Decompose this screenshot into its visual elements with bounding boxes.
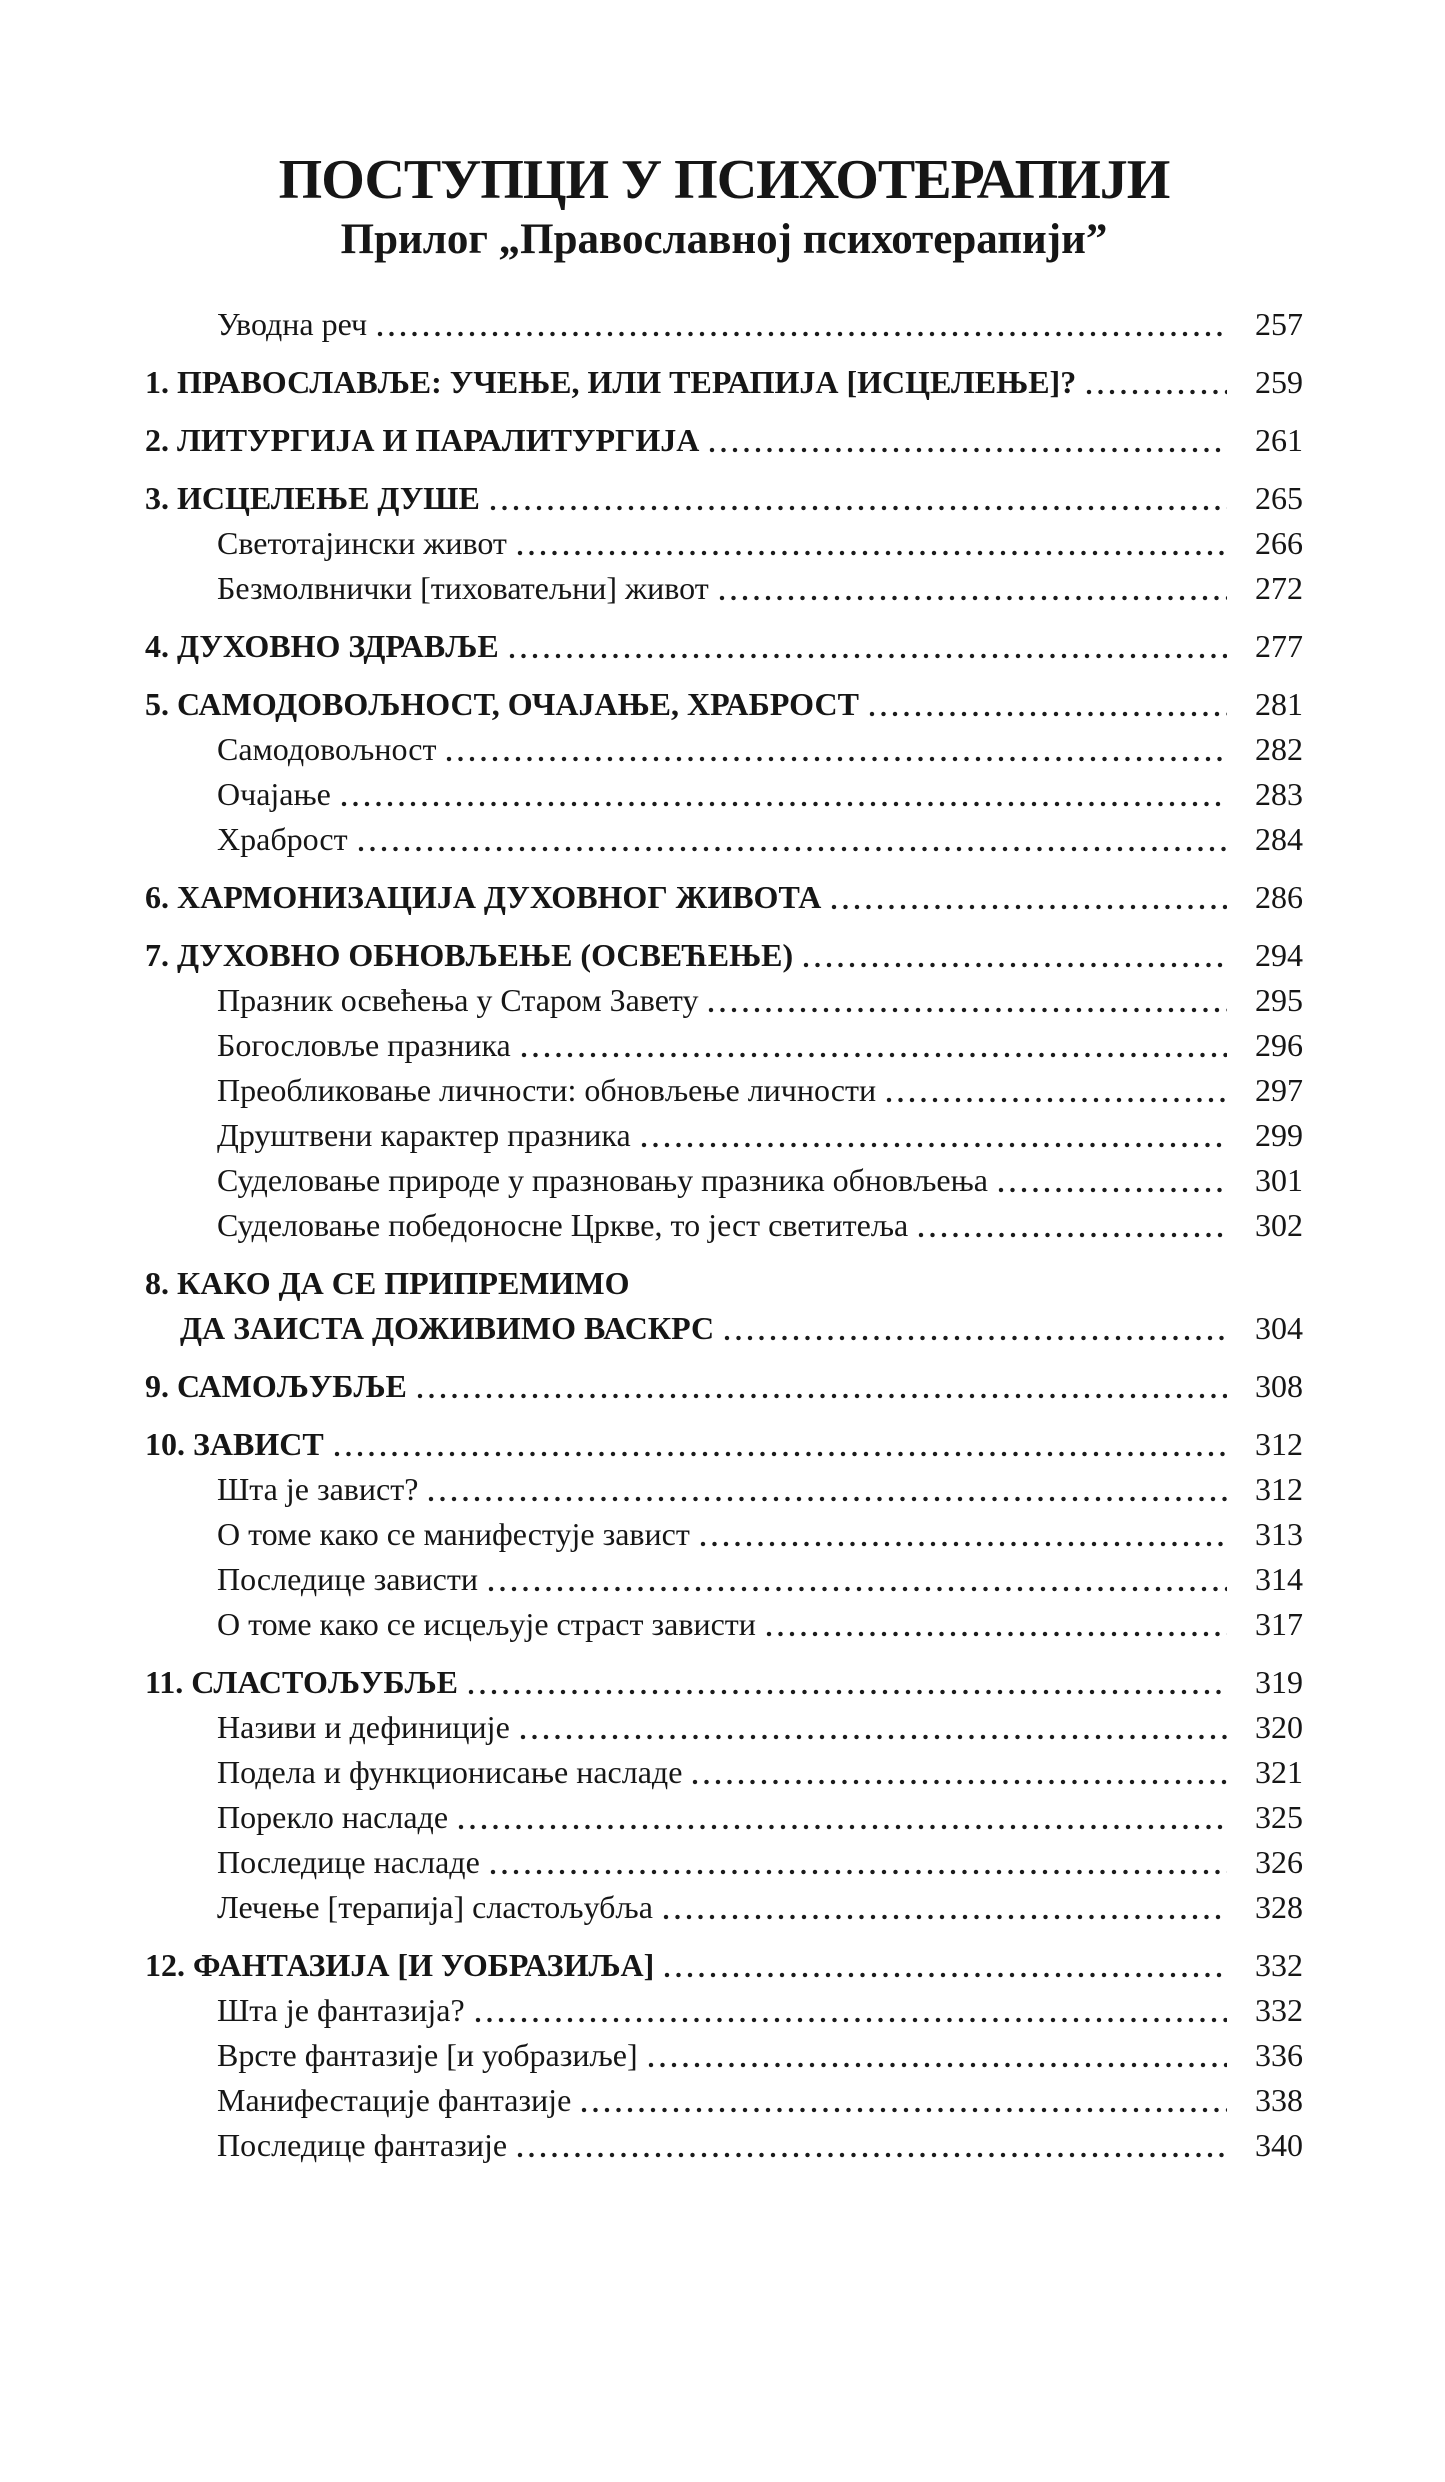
toc-entry bbox=[145, 423, 1303, 457]
dotted-leader bbox=[446, 756, 1227, 762]
toc-entry-label: Очајање bbox=[217, 776, 331, 812]
dotted-leader bbox=[700, 1541, 1227, 1547]
dotted-leader bbox=[831, 904, 1227, 910]
toc-page-number: 259 bbox=[1255, 364, 1303, 400]
toc-entry-label: Друштвени карактер празника bbox=[217, 1117, 631, 1153]
toc-entry bbox=[145, 938, 1303, 972]
dotted-leader bbox=[517, 2152, 1227, 2158]
dotted-leader bbox=[664, 1972, 1227, 1978]
toc-list bbox=[145, 307, 1303, 2162]
dotted-leader bbox=[490, 1869, 1227, 1875]
toc-page-number: 295 bbox=[1255, 982, 1303, 1018]
toc-entry-label: Шта је фантазија? bbox=[217, 1992, 465, 2028]
toc-entry bbox=[145, 1993, 1303, 2027]
toc-entry-label: Последице фантазије bbox=[217, 2127, 508, 2163]
toc-entry bbox=[145, 1562, 1303, 1596]
toc-entry-label: 6. ХАРМОНИЗАЦИЈА ДУХОВНОГ ЖИВОТА bbox=[145, 879, 822, 915]
toc-entry-label: Подела и функционисање насладе bbox=[217, 1754, 683, 1790]
toc-page-number: 332 bbox=[1255, 1992, 1303, 2028]
page-subtitle: Прилог „Православној психотерапији” bbox=[340, 216, 1108, 263]
toc-entry bbox=[145, 1755, 1303, 1789]
toc-page-number: 282 bbox=[1255, 731, 1303, 767]
toc-entry-label: Светотајински живот bbox=[217, 525, 507, 561]
dotted-leader bbox=[458, 1824, 1227, 1830]
toc-entry-label: Последице насладе bbox=[217, 1844, 480, 1880]
dotted-leader bbox=[641, 1142, 1227, 1148]
toc-entry bbox=[145, 2128, 1303, 2162]
toc-page-number: 265 bbox=[1255, 480, 1303, 516]
dotted-leader bbox=[724, 1335, 1227, 1341]
toc-entry-label: Порекло насладе bbox=[217, 1799, 449, 1835]
toc-entry bbox=[145, 1607, 1303, 1641]
dotted-leader bbox=[998, 1187, 1227, 1193]
toc-entry-label: Самодовољност bbox=[217, 731, 437, 767]
dotted-leader bbox=[648, 2062, 1227, 2068]
toc-page-number: 277 bbox=[1255, 628, 1303, 664]
dotted-leader bbox=[869, 711, 1227, 717]
toc-entry-label: Називи и дефиниције bbox=[217, 1709, 510, 1745]
toc-page-number: 304 bbox=[1255, 1310, 1303, 1346]
toc-entry bbox=[145, 365, 1303, 399]
toc-page-number: 266 bbox=[1255, 525, 1303, 561]
toc-page-number: 321 bbox=[1255, 1754, 1303, 1790]
toc-entry bbox=[145, 777, 1303, 811]
toc-entry bbox=[145, 307, 1303, 341]
page-title: ПОСТУПЦИ У ПСИХОТЕРАПИЈИ bbox=[278, 149, 1170, 211]
toc-entry bbox=[145, 1665, 1303, 1699]
dotted-leader bbox=[517, 550, 1227, 556]
dotted-leader bbox=[520, 1734, 1227, 1740]
dotted-leader bbox=[708, 1007, 1227, 1013]
toc-page-number: 302 bbox=[1255, 1207, 1303, 1243]
toc-entry-label: 2. ЛИТУРГИЈА И ПАРАЛИТУРГИЈА bbox=[145, 422, 700, 458]
toc-page-number: 296 bbox=[1255, 1027, 1303, 1063]
toc-entry-label: Врсте фантазије [и уобразиље] bbox=[217, 2037, 638, 2073]
toc-page-number: 338 bbox=[1255, 2082, 1303, 2118]
toc-entry-label: Преобликовање личности: обновљење личности bbox=[217, 1072, 877, 1108]
dotted-leader bbox=[358, 846, 1227, 852]
toc-page-number: 299 bbox=[1255, 1117, 1303, 1153]
toc-entry bbox=[145, 822, 1303, 856]
toc-entry-label: 7. ДУХОВНО ОБНОВЉЕЊЕ (ОСВЕЋЕЊЕ) bbox=[145, 937, 794, 973]
dotted-leader bbox=[377, 331, 1227, 337]
dotted-leader bbox=[719, 595, 1227, 601]
toc-page-number: 312 bbox=[1255, 1471, 1303, 1507]
toc-page-number: 297 bbox=[1255, 1072, 1303, 1108]
toc-entry-label: 1. ПРАВОСЛАВЉЕ: УЧЕЊЕ, ИЛИ ТЕРАПИЈА [ИСЦЕЛЕЊЕ]? bbox=[145, 364, 1077, 400]
toc-entry-label: 9. САМОЉУБЉЕ bbox=[145, 1368, 407, 1404]
toc-entry bbox=[145, 629, 1303, 663]
content-column bbox=[145, 150, 1303, 2162]
toc-entry-label: Последице зависти bbox=[217, 1561, 478, 1597]
toc-entry-label: 12. ФАНТАЗИЈА [И УОБРАЗИЉА] bbox=[145, 1947, 655, 1983]
toc-page-number: 301 bbox=[1255, 1162, 1303, 1198]
toc-entry bbox=[145, 1266, 1303, 1345]
toc-entry bbox=[145, 983, 1303, 1017]
toc-page-number: 332 bbox=[1255, 1947, 1303, 1983]
toc-entry bbox=[145, 1073, 1303, 1107]
toc-page-number: 314 bbox=[1255, 1561, 1303, 1597]
toc-entry-label: 11. СЛАСТОЉУБЉЕ bbox=[145, 1664, 458, 1700]
toc-page-number: 261 bbox=[1255, 422, 1303, 458]
dotted-leader bbox=[509, 653, 1227, 659]
dotted-leader bbox=[417, 1393, 1227, 1399]
dotted-leader bbox=[428, 1496, 1227, 1502]
toc-entry bbox=[145, 687, 1303, 721]
toc-entry-label: Шта је завист? bbox=[217, 1471, 419, 1507]
toc-page-number: 319 bbox=[1255, 1664, 1303, 1700]
toc-entry bbox=[145, 1517, 1303, 1551]
toc-entry bbox=[145, 1800, 1303, 1834]
dotted-leader bbox=[692, 1779, 1227, 1785]
toc-page-number: 272 bbox=[1255, 570, 1303, 606]
toc-entry-label: Храброст bbox=[217, 821, 348, 857]
toc-entry bbox=[145, 880, 1303, 914]
toc-entry bbox=[145, 1118, 1303, 1152]
toc-page-number: 281 bbox=[1255, 686, 1303, 722]
toc-page-number: 312 bbox=[1255, 1426, 1303, 1462]
dotted-leader bbox=[341, 801, 1227, 807]
toc-page-number: 328 bbox=[1255, 1889, 1303, 1925]
toc-entry bbox=[145, 2038, 1303, 2072]
toc-entry bbox=[145, 1163, 1303, 1197]
toc-page-number: 284 bbox=[1255, 821, 1303, 857]
dotted-leader bbox=[521, 1052, 1227, 1058]
toc-entry-label: Лечење [терапија] сластољубља bbox=[217, 1889, 653, 1925]
dotted-leader bbox=[468, 1689, 1227, 1695]
page bbox=[0, 150, 1445, 2482]
dotted-leader bbox=[663, 1914, 1227, 1920]
toc-entry-label: 4. ДУХОВНО ЗДРАВЉЕ bbox=[145, 628, 499, 664]
toc-page-number: 326 bbox=[1255, 1844, 1303, 1880]
dotted-leader bbox=[709, 447, 1227, 453]
toc-page-number: 313 bbox=[1255, 1516, 1303, 1552]
toc-entry bbox=[145, 1427, 1303, 1461]
toc-entry-label: 10. ЗАВИСТ bbox=[145, 1426, 324, 1462]
toc-entry-label: Суделовање природе у празновању празника обновљења bbox=[217, 1162, 988, 1198]
toc-entry-label: О томе како се манифестује завист bbox=[217, 1516, 690, 1552]
toc-entry bbox=[145, 1369, 1303, 1403]
toc-entry bbox=[145, 1890, 1303, 1924]
dotted-leader bbox=[581, 2107, 1227, 2113]
toc-entry bbox=[145, 481, 1303, 515]
toc-entry bbox=[145, 526, 1303, 560]
toc-page-number: 257 bbox=[1255, 306, 1303, 342]
dotted-leader bbox=[886, 1097, 1227, 1103]
toc-entry bbox=[145, 1845, 1303, 1879]
dotted-leader bbox=[334, 1451, 1227, 1457]
toc-entry bbox=[145, 1208, 1303, 1242]
toc-page-number: 286 bbox=[1255, 879, 1303, 915]
toc-page-number: 325 bbox=[1255, 1799, 1303, 1835]
dotted-leader bbox=[490, 505, 1227, 511]
toc-entry bbox=[145, 2083, 1303, 2117]
book-toc-page bbox=[0, 150, 1445, 2482]
toc-entry-label: Богословље празника bbox=[217, 1027, 511, 1063]
toc-page-number: 320 bbox=[1255, 1709, 1303, 1745]
toc-entry bbox=[145, 732, 1303, 766]
toc-entry-label: 3. ИСЦЕЛЕЊЕ ДУШЕ bbox=[145, 480, 480, 516]
toc-entry-label: 8. КАКО ДА СЕ ПРИПРЕМИМО bbox=[145, 1265, 630, 1301]
dotted-leader bbox=[488, 1586, 1227, 1592]
toc-page-number: 294 bbox=[1255, 937, 1303, 973]
toc-entry-label: Празник освећења у Старом Завету bbox=[217, 982, 699, 1018]
toc-entry-label: Уводна реч bbox=[217, 306, 368, 342]
toc-entry-label: Безмолвнички [тиховатељни] живот bbox=[217, 570, 709, 606]
toc-page-number: 308 bbox=[1255, 1368, 1303, 1404]
toc-entry-label: Суделовање победоносне Цркве, то јест светитеља bbox=[217, 1207, 909, 1243]
dotted-leader bbox=[1086, 389, 1227, 395]
toc-entry bbox=[145, 1472, 1303, 1506]
toc-entry-label: Манифестације фантазије bbox=[217, 2082, 572, 2118]
dotted-leader bbox=[918, 1232, 1227, 1238]
toc-entry bbox=[145, 571, 1303, 605]
toc-entry bbox=[145, 1948, 1303, 1982]
toc-entry-label: ДА ЗАИСТА ДОЖИВИМО ВАСКРС bbox=[180, 1310, 715, 1346]
toc-entry-label: О томе како се исцељује страст зависти bbox=[217, 1606, 756, 1642]
toc-page-number: 283 bbox=[1255, 776, 1303, 812]
toc-page-number: 340 bbox=[1255, 2127, 1303, 2163]
dotted-leader bbox=[803, 962, 1227, 968]
dotted-leader bbox=[766, 1631, 1227, 1637]
dotted-leader bbox=[475, 2017, 1227, 2023]
toc-entry bbox=[145, 1710, 1303, 1744]
toc-page-number: 317 bbox=[1255, 1606, 1303, 1642]
toc-entry bbox=[145, 1028, 1303, 1062]
toc-page-number: 336 bbox=[1255, 2037, 1303, 2073]
toc-entry-label: 5. САМОДОВОЉНОСТ, ОЧАЈАЊЕ, ХРАБРОСТ bbox=[145, 686, 859, 722]
